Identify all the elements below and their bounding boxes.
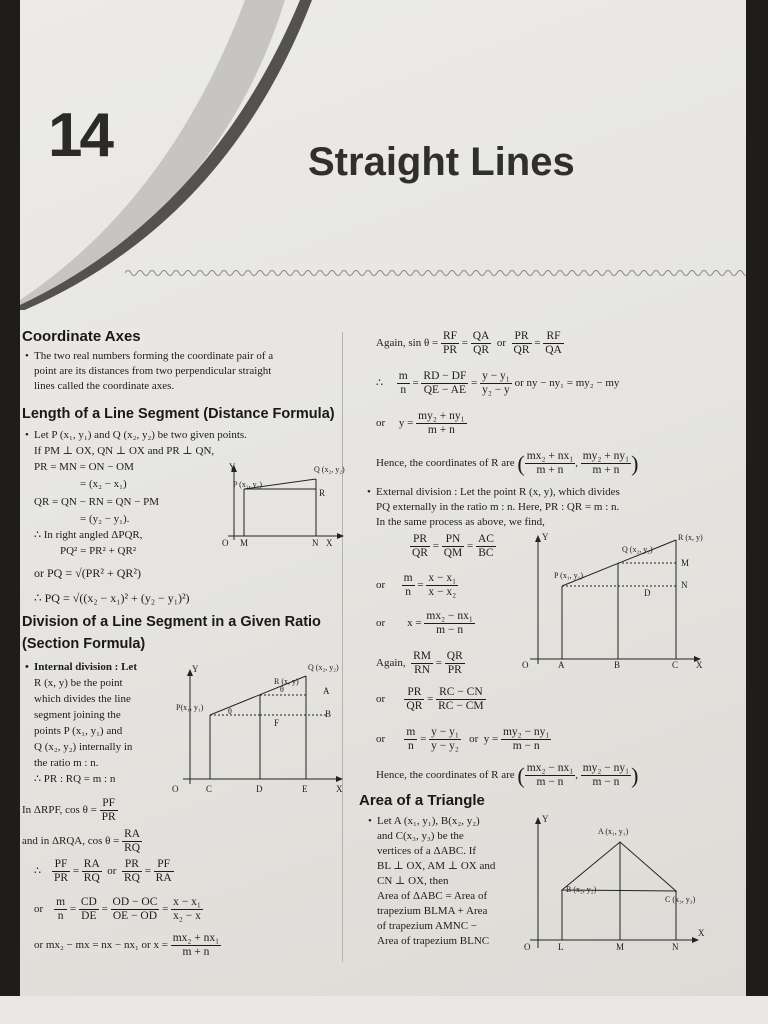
- fig1-label-n: N: [312, 538, 319, 548]
- eq3-n3: PR: [122, 858, 142, 872]
- division-line-2: R (x, y) be the point: [34, 677, 123, 689]
- fig4-label-x: X: [698, 928, 705, 938]
- eqb-lead: or: [376, 417, 386, 430]
- division-line-5: points P (x₁, y₁) and: [34, 725, 123, 737]
- ext-eq2-n1: m: [403, 572, 413, 584]
- length-line-5: QR = QN − RN = QN − PM: [34, 496, 160, 508]
- heading-division: Division of a Line Segment in a Given Ratio: [22, 614, 321, 630]
- fig2-label-d: D: [256, 784, 263, 794]
- eq5-text: or mx₂ − mx = nx − nx₁ or x =: [34, 939, 168, 952]
- fig4-label-m: M: [616, 942, 625, 952]
- ext-eq3-den: m − n: [436, 624, 464, 636]
- ext-eq6-d3: m − n: [512, 740, 540, 752]
- column-divider: [342, 332, 343, 962]
- eqa-f1-n: m: [398, 370, 408, 382]
- eq4-n3: OD − OC: [112, 896, 158, 908]
- desk-surface: [0, 996, 768, 1024]
- fig2-label-r: R (x, y): [274, 677, 299, 686]
- length-line-8: PQ² = PR² + QR²: [60, 545, 137, 557]
- ext-eq6-d1: n: [408, 740, 414, 752]
- ext-eq5-d2: RC − CM: [438, 700, 484, 712]
- eqa-f3-d: y₂ − y: [482, 384, 510, 396]
- fig3-label-y: Y: [542, 532, 549, 542]
- eq-y-internal: [376, 410, 467, 437]
- fig3-label-a: A: [558, 660, 565, 670]
- frac-ra: RA: [124, 828, 141, 840]
- again-or: or: [496, 337, 507, 350]
- ext-eq5-d1: QR: [406, 700, 423, 712]
- eq4-n1: m: [56, 896, 66, 908]
- length-line-9: or PQ = √(PR² + QR²): [34, 566, 141, 580]
- hence2-f1-d: m − n: [536, 776, 564, 788]
- eq5-num: mx₂ + nx₁: [172, 932, 220, 944]
- hence1-f2-n: my₂ + ny₁: [582, 450, 630, 462]
- fig2-label-p: P(x₁, y₁): [176, 703, 204, 712]
- eq3-or: or: [107, 865, 117, 878]
- ext-eq3-x: x =: [407, 617, 422, 630]
- section-figure: [168, 662, 348, 797]
- ext-eq6-lead: or: [376, 733, 386, 746]
- fig1-label-y: Y: [229, 462, 236, 472]
- eq3-n4: PF: [154, 858, 174, 872]
- ext-eq6-y: y =: [483, 733, 499, 746]
- division-line-8: ∴ PR : RQ = m : n: [34, 773, 116, 785]
- eq-ratio-3: ∴ $\frac{PF}{PR}$ = $\frac{RA}{RQ}$ or $\frac{PR}{RQ}$ = $\frac{PF}{RA}$: [34, 858, 172, 884]
- ext-eq1-n3: AC: [477, 533, 494, 545]
- coord-axes-line-2: point are its distances from two perpendicular straight: [34, 365, 272, 377]
- hence1-f2-d: m + n: [592, 464, 620, 476]
- fig2-label-o: O: [172, 784, 179, 794]
- frac-pr: PR: [101, 811, 116, 823]
- fig3-label-m: M: [681, 558, 690, 568]
- ext-eq2-lead: or: [376, 579, 386, 592]
- ext-eq4-n2: QR: [446, 650, 463, 662]
- hence-internal: Hence, the coordinates of R are ( $\frac{\text{mx₂ + nx₁}}{m + n}$ , $\frac{\text{my₂ + ny₁}}{m + n}$ ): [376, 450, 639, 476]
- frac-rq: RQ: [124, 842, 141, 854]
- hence1-f1-n: mx₂ + nx₁: [526, 450, 574, 462]
- ext-eq1-d3: BC: [478, 547, 494, 559]
- fig1-label-x: X: [326, 538, 333, 548]
- fig2-label-y: Y: [192, 664, 199, 674]
- external-line-3: In the same process as above, we find,: [376, 516, 545, 528]
- eq3-d4: RA: [155, 872, 172, 884]
- eqb-y: y =: [398, 417, 414, 430]
- eq-again-sin: Again, sin θ = $\frac{RF}{PR}$ = $\frac{QA}{QR}$ or $\frac{PR}{QR}$ = $\frac{RF}{QA}$: [376, 330, 562, 356]
- eqa-f2-d: QE − AE: [423, 384, 467, 396]
- ext-eq4-n1: RM: [413, 650, 432, 662]
- length-line-3: PR = MN = ON − OM: [34, 461, 134, 473]
- eq3-d2: RQ: [83, 872, 100, 884]
- ext-eq-2: or $\frac{m}{n}$ = $\frac{\text{x − x₁}}{\text{x − x₂}}$: [376, 572, 457, 598]
- fig4-label-o: O: [524, 942, 531, 952]
- ext-eq2-d1: n: [405, 586, 412, 598]
- area-line-4: BL ⊥ OX, AM ⊥ OX and: [377, 860, 496, 872]
- eq-cos-rqa: [22, 828, 142, 855]
- eq-ratio-5: [34, 932, 221, 959]
- triangle-figure: [518, 812, 708, 954]
- ext-eq6-d2: y − y₂: [431, 740, 459, 752]
- division-line-4: segment joining the: [34, 709, 121, 721]
- eqa-f1-d: n: [400, 384, 407, 396]
- fig4-label-n: N: [672, 942, 679, 952]
- fig4-label-y: Y: [542, 814, 549, 824]
- ext-eq4-d2: PR: [447, 664, 462, 676]
- eqa-f3-n: y − y₁: [482, 370, 510, 382]
- eq4-n2: CD: [80, 896, 97, 908]
- ext-eq6-or: or: [469, 733, 479, 746]
- heading-coordinate-axes: Coordinate Axes: [22, 328, 141, 345]
- fig2-label-f: F: [274, 718, 280, 728]
- ext-eq3-lead: or: [376, 617, 386, 630]
- division-line-6: Q (x₂, y₂) internally in: [34, 741, 133, 753]
- fig1-label-o: O: [222, 538, 229, 548]
- again-sin-lead: Again, sin θ =: [376, 337, 439, 350]
- eq3-n1: PF: [52, 858, 70, 872]
- area-line-3: vertices of a ΔABC. If: [377, 845, 477, 857]
- division-line-7: the ratio m : n.: [34, 757, 99, 769]
- fig4-label-l: L: [558, 942, 564, 952]
- heading-area-triangle: Area of a Triangle: [359, 792, 485, 809]
- eq3-d1: PR: [54, 872, 69, 884]
- fig2-label-x: X: [336, 784, 343, 794]
- eq3-d3: RQ: [123, 872, 140, 884]
- ext-eq5-n2: RC − CN: [436, 686, 485, 700]
- ext-eq-5: or $\frac{PR}{QR}$ = $\frac{RC - CN}{RC - CM}$: [376, 686, 484, 712]
- eq-cos-rpf: [22, 797, 118, 824]
- chapter-title: Straight Lines: [308, 140, 575, 184]
- external-figure: [518, 528, 708, 673]
- fig3-label-b: B: [614, 660, 621, 670]
- distance-figure: [216, 460, 346, 550]
- division-line-3: which divides the line: [34, 693, 131, 705]
- heading-section-formula: (Section Formula): [22, 636, 146, 652]
- again-f3-n: PR: [512, 330, 532, 344]
- fig3-label-c: C: [672, 660, 679, 670]
- coord-axes-line-1: • The two real numbers forming the coordinate pair of a: [34, 349, 273, 364]
- fig2-label-c: C: [206, 784, 213, 794]
- length-line-4: = (x₂ − x₁): [80, 478, 127, 490]
- fig2-label-theta1: θ: [228, 707, 232, 716]
- external-line-1-text: External division : Let the point R (x, y), which divides: [376, 486, 620, 498]
- length-line-2: If PM ⊥ OX, QN ⊥ OX and PR ⊥ QN,: [34, 445, 215, 457]
- eq4-d1: n: [57, 910, 64, 922]
- again-f1-n: RF: [442, 330, 458, 342]
- hence1-text: Hence, the coordinates of R are: [376, 457, 515, 470]
- fig3-label-q: Q (x₂, y₂): [622, 545, 653, 554]
- ext-eq-1: $\frac{PR}{QR}$ = $\frac{PN}{QM}$ = $\frac{AC}{BC}$: [412, 533, 494, 559]
- external-line-2: PQ externally in the ratio m : n. Here, PR : QR = m : n.: [376, 501, 620, 513]
- ext-eq1-n1: PR: [410, 533, 430, 547]
- eq-m-over-n: ∴ $\frac{m}{n}$ = $\frac{RD - DF}{QE - AE}$ = $\frac{\text{y − y₁}}{\text{y₂ − y}}$ or ny − ny₁ = my₂ − my: [376, 370, 620, 396]
- chapter-number: 14: [48, 101, 111, 170]
- coord-axes-line-3: lines called the coordinate axes.: [34, 380, 175, 392]
- ext-eq1-d1: QR: [412, 547, 428, 559]
- ext-eq3-num: mx₂ − nx₁: [426, 610, 473, 622]
- length-line-1: • Let P (x₁, y₁) and Q (x₂, y₂) be two given points.: [34, 428, 247, 443]
- fig2-label-a: A: [323, 686, 330, 696]
- ext-eq-6: or $\frac{m}{n}$ = $\frac{\text{y − y₁}}{\text{y − y₂}}$ or y = $\frac{\text{my₂ − ny₁}}{m - n}$: [376, 726, 550, 752]
- again-f3-d: QR: [513, 344, 530, 356]
- ext-eq1-n2: PN: [442, 533, 465, 547]
- fig3-label-n: N: [681, 580, 688, 590]
- fig3-label-d: D: [644, 588, 651, 598]
- frac-pf: PF: [100, 797, 118, 811]
- eq4-d4: x₂ − x: [173, 910, 201, 922]
- eq-cos-rqa-text: and in ΔRQA, cos θ =: [22, 835, 120, 848]
- area-line-9: Area of trapezium BLNC: [377, 935, 490, 947]
- eq4-d3: OE − OD: [112, 910, 158, 922]
- length-line-7: ∴ In right angled ΔPQR,: [34, 529, 143, 541]
- again-f4-n: RF: [543, 330, 564, 344]
- fig1-label-m: M: [240, 538, 249, 548]
- fig2-label-q: Q (x₂, y₂): [308, 663, 339, 672]
- external-line-1: [376, 485, 620, 500]
- fig4-label-c: C (x₃, y₃): [665, 895, 696, 904]
- ext-eq6-n3: my₂ − ny₁: [502, 726, 550, 738]
- fig1-label-p: P (x₁, y₁): [233, 480, 263, 489]
- fig3-label-o: O: [522, 660, 529, 670]
- again-f2-n: QA: [472, 330, 490, 342]
- eqb-num: my₂ + ny₁: [418, 410, 465, 422]
- again-f4-d: QA: [545, 344, 562, 356]
- again-f2-d: QR: [473, 344, 490, 356]
- eqa-lead: ∴: [376, 377, 383, 390]
- fig3-label-x: X: [696, 660, 703, 670]
- ext-eq5-lead: or: [376, 693, 386, 706]
- hence2-f2-n: my₂ − ny₁: [582, 762, 630, 774]
- eqa-f2-n: RD − DF: [423, 370, 467, 382]
- fig4-label-a: A (x₁, y₁): [598, 827, 629, 836]
- area-line-8: of trapezium AMNC −: [377, 920, 477, 932]
- hence-external: Hence, the coordinates of R are ( $\frac{\text{mx₂ − nx₁}}{m - n}$ , $\frac{\text{my₂ − ny₁}}{m - n}$ ): [376, 762, 639, 788]
- ext-eq-3: [376, 610, 475, 637]
- wavy-divider: [125, 266, 746, 280]
- eq-ratio-4: or $\frac{m}{n}$ = $\frac{CD}{DE}$ = $\frac{OD - OC}{OE - OD}$ = $\frac{\text{x − x₁}}{\text{x₂ − x}}$: [34, 896, 201, 922]
- hence2-f2-d: m − n: [592, 776, 620, 788]
- hence1-f1-d: m + n: [536, 464, 564, 476]
- heading-distance-formula: Length of a Line Segment (Distance Formula): [22, 406, 335, 422]
- ext-eq6-n1: m: [406, 726, 416, 738]
- area-line-1: • Let A (x₁, y₁), B(x₂, y₂): [377, 814, 480, 829]
- ext-eq4-lead: Again,: [376, 657, 406, 670]
- eq4-or: or: [34, 903, 44, 916]
- ext-eq2-d2: x − x₂: [428, 586, 457, 598]
- fig1-label-q: Q (x₂, y₂): [314, 465, 345, 474]
- ext-eq6-n2: y − y₁: [431, 726, 459, 738]
- division-line-1: • Internal division : Let: [34, 660, 137, 675]
- ext-eq1-d2: QM: [443, 547, 463, 559]
- ext-eq-4: Again, $\frac{RM}{RN}$ = $\frac{QR}{PR}$: [376, 650, 463, 676]
- again-f1-d: PR: [442, 344, 458, 356]
- area-line-6: Area of ΔABC = Area of: [377, 890, 488, 902]
- eq-cos-rpf-text: In ΔRPF, cos θ =: [22, 804, 97, 817]
- ext-eq5-n1: PR: [404, 686, 424, 700]
- fig2-label-theta2: θ: [280, 685, 284, 694]
- ext-eq2-n2: x − x₁: [428, 572, 457, 584]
- hence2-text: Hence, the coordinates of R are: [376, 769, 515, 782]
- eqa-tail: or ny − ny₁ = my₂ − my: [514, 377, 620, 390]
- fig2-label-e: E: [302, 784, 308, 794]
- fig4-label-b: B (x₂, y₂): [566, 885, 597, 894]
- fig2-label-b: B: [325, 709, 332, 719]
- eq3-therefore: ∴: [34, 865, 41, 878]
- area-line-5: CN ⊥ OX, then: [377, 875, 449, 887]
- eq4-n4: x − x₁: [173, 896, 201, 908]
- eq5-den: m + n: [182, 946, 210, 958]
- fig1-label-r: R: [319, 488, 326, 498]
- fig3-label-p: P (x₁, y₁): [554, 571, 584, 580]
- area-line-2: and C(x₃, y₃) be the: [377, 830, 464, 842]
- ext-eq4-d1: RN: [414, 664, 431, 676]
- eq3-n2: RA: [83, 858, 100, 870]
- length-line-10: ∴ PQ = √((x₂ − x₁)² + (y₂ − y₁)²): [34, 591, 190, 605]
- eqb-den: m + n: [427, 424, 455, 436]
- length-line-6: = (y₂ − y₁).: [80, 513, 130, 525]
- hence2-f1-n: mx₂ − nx₁: [526, 762, 574, 774]
- book-page: [20, 0, 746, 996]
- fig3-label-r: R (x, y): [678, 533, 703, 542]
- area-line-7: trapezium BLMA + Area: [377, 905, 488, 917]
- eq4-d2: DE: [81, 910, 97, 922]
